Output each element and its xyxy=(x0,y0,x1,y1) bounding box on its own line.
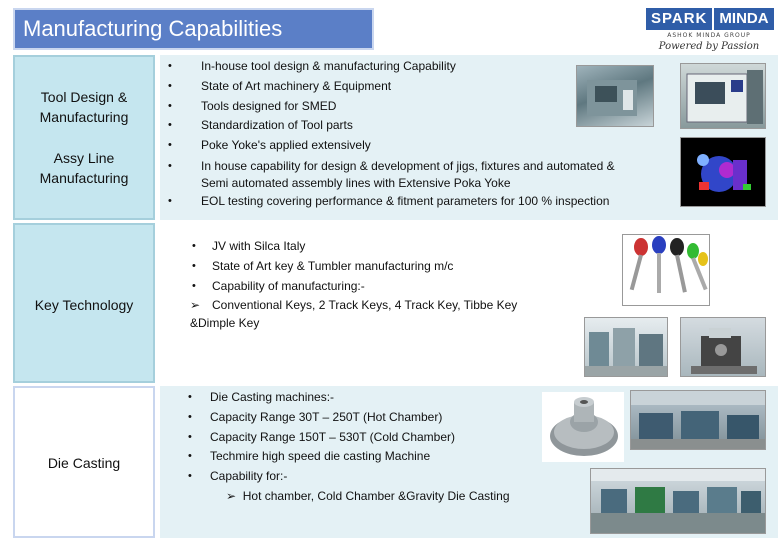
list-item: • In-house tool design & manufacturing Capability xyxy=(168,59,456,73)
list-item: • State of Art machinery & Equipment xyxy=(168,78,392,93)
key-list xyxy=(192,237,612,296)
photo-cnc-machine xyxy=(680,63,766,129)
category-label-die: Die Casting xyxy=(47,454,121,471)
photo-die-cast-machines xyxy=(630,390,766,450)
list-item: • State of Art key & Tumbler manufacturing m/c xyxy=(192,258,454,273)
section-key xyxy=(160,223,778,383)
photo-die-cast-part xyxy=(542,392,624,462)
page-title: Manufacturing Capabilities xyxy=(13,8,374,50)
section-tool-assy xyxy=(160,55,778,220)
category-die xyxy=(13,386,155,538)
photo-key-cutter xyxy=(680,317,766,377)
list-item: • Capacity Range 150T – 530T (Cold Chamber) xyxy=(188,429,456,444)
company-logo xyxy=(646,8,772,54)
section-die xyxy=(160,386,778,538)
list-item: • Tools designed for SMED xyxy=(168,98,337,113)
photo-cad-model xyxy=(680,137,766,207)
logo-minda: MINDA xyxy=(714,8,773,30)
logo-spark: SPARK xyxy=(646,8,712,30)
category-key xyxy=(13,223,155,383)
photo-key-machine-line xyxy=(584,317,668,377)
category-label-key: Key Technology xyxy=(34,296,134,313)
die-list xyxy=(188,388,540,487)
list-item: • Capacity Range 30T – 250T (Hot Chamber) xyxy=(188,409,443,424)
category-label-assy: Assy Line Manufacturing xyxy=(39,149,129,186)
list-item: • Die Casting machines:- xyxy=(188,390,335,404)
logo-tagline: Powered by Passion xyxy=(658,41,760,52)
category-tool-assy xyxy=(13,55,155,220)
photo-die-cast-shopfloor xyxy=(590,468,766,534)
list-item: • Standardization of Tool parts xyxy=(168,118,353,133)
logo-group-name: ASHOK MINDA GROUP xyxy=(667,32,751,39)
photo-tool-machine xyxy=(576,65,654,127)
list-item: • JV with Silca Italy xyxy=(192,239,306,253)
list-item: • In house capability for design & development of jigs, fixtures and automated & Semi automated assembly lines with Extensive Poka Yoke xyxy=(168,158,615,190)
list-item: • Capability for:- xyxy=(188,469,288,484)
list-item: • Poke Yoke's applied extensively xyxy=(168,138,371,153)
photo-keys xyxy=(622,234,710,306)
key-sub-item: ➢ Conventional Keys, 2 Track Keys, 4 Track Key, Tibbe Key &Dimple Key xyxy=(190,298,518,330)
list-item: • EOL testing covering performance & fitment parameters for 100 % inspection xyxy=(168,193,610,208)
category-label-tool: Tool Design & Manufacturing xyxy=(39,88,129,126)
list-item: • Capability of manufacturing:- xyxy=(192,278,365,293)
list-item: • Techmire high speed die casting Machine xyxy=(188,449,431,464)
die-sub-item: ➢ Hot chamber, Cold Chamber &Gravity Die Casting xyxy=(226,489,510,503)
